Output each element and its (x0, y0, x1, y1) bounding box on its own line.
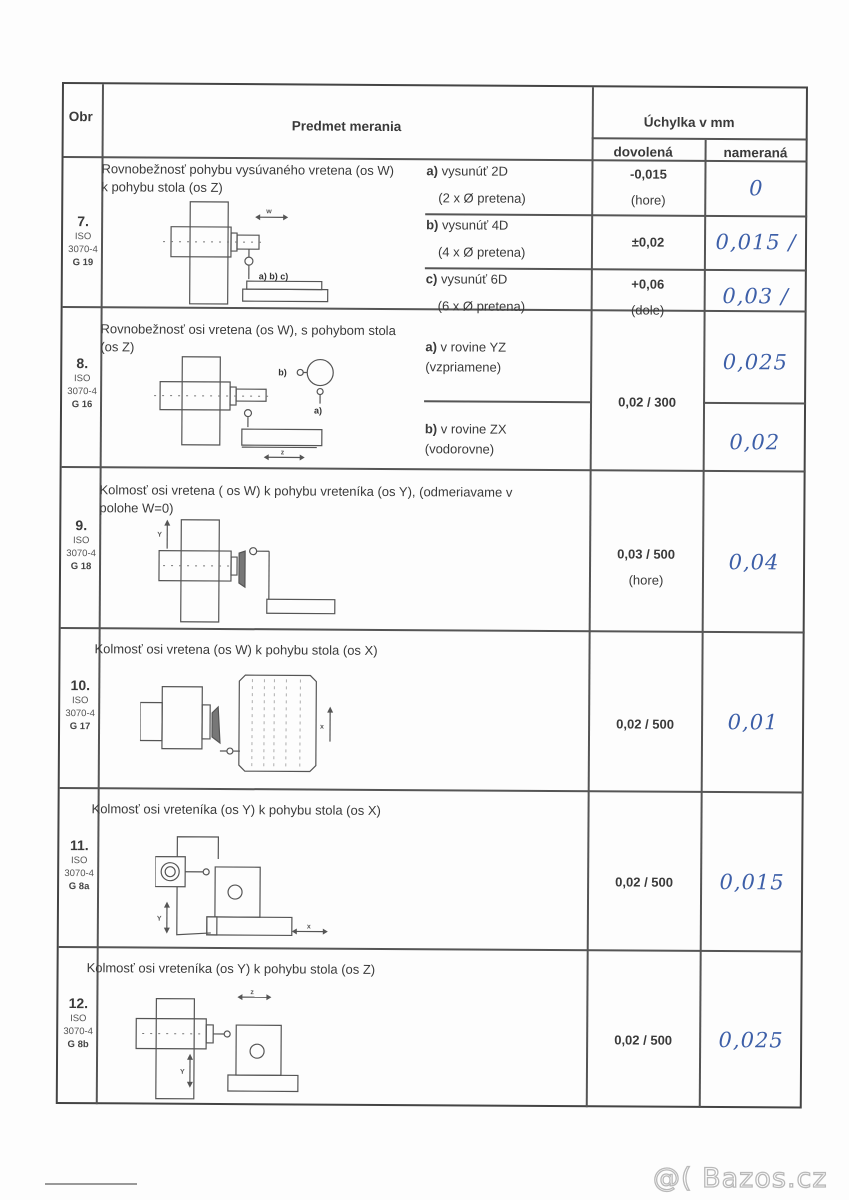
row-7a-measured: 0 (749, 176, 764, 201)
row-8b-measured: 0,02 (729, 430, 781, 455)
row-8a-measured: 0,025 (722, 350, 788, 375)
row-8-sub-divider-right (703, 402, 806, 404)
header-predmet: Predmet merania (291, 118, 402, 135)
row-8-description-1: Rovnobežnosť osi vretena (os W), s pohybom stola (100, 321, 396, 339)
row-7c-measured: 0,03 / (722, 284, 790, 309)
row-10-description-1: Kolmosť osi vretena (os W) k pohybu stola (os X) (94, 641, 378, 658)
svg-text:a) b) c): a) b) c) (258, 271, 289, 282)
row-7a-detail: (2 x Ø pretena) (438, 190, 526, 206)
row-divider-10-11 (60, 787, 804, 793)
row-divider-11-12 (59, 946, 803, 952)
header-obr: Obr (68, 109, 93, 125)
row-11-diagram (155, 827, 356, 943)
svg-text:Y: Y (179, 1068, 185, 1076)
row-8b-detail: (vodorovne) (424, 441, 495, 457)
svg-text:Y: Y (157, 531, 162, 539)
row-7-description-2: k pohybu stola (os Z) (101, 179, 223, 195)
row-12-measured: 0,025 (718, 1028, 784, 1053)
watermark: @( Bazos.cz (653, 1163, 828, 1194)
svg-text:x: x (320, 723, 324, 731)
row-12-id: 12. ISO 3070-4 G 8b (63, 995, 94, 1051)
row-7-diagram (123, 196, 364, 305)
row-divider-9-10 (61, 627, 805, 633)
row-12-description-1: Kolmosť osi vreteníka (os Y) k pohybu stola (os Z) (86, 960, 376, 977)
row-11-allowed: 0,02 / 500 (615, 874, 674, 890)
header-namerana: nameraná (723, 145, 788, 161)
row-7-description-1: Rovnobežnosť pohybu vysúvaného vretena (os W) (101, 161, 394, 179)
row-9-diagram (151, 515, 392, 628)
header-sub-divider (592, 137, 808, 140)
footer-line (45, 1183, 137, 1185)
row-8-sub-divider-left (424, 400, 590, 403)
svg-text:x: x (306, 923, 311, 931)
row-8b-label: b) v rovine ZX (424, 421, 507, 437)
row-7c-label: c) vysunúť 6D (425, 271, 508, 287)
svg-text:z: z (250, 989, 254, 997)
header-uchylka: Úchylka v mm (643, 114, 735, 131)
row-9-description-2: polohe W=0) (99, 500, 174, 516)
row-9-allowed: 0,03 / 500 (hore) (617, 546, 676, 588)
row-11-id: 11. ISO 3070-4 G 8a (64, 837, 94, 893)
row-8a-detail: (vzpriamene) (425, 359, 502, 375)
svg-text:b): b) (278, 367, 287, 378)
row-7a-allowed: -0,015 (hore) (629, 166, 667, 208)
row-8-id: 8. ISO 3070-4 G 16 (67, 355, 97, 411)
row-8-diagram (142, 346, 383, 467)
row-10-diagram (140, 664, 381, 780)
row-9-description-1: Kolmosť osi vretena ( os W) k pohybu vreteníka (os Y), (odmeriavame v (99, 482, 513, 500)
row-7b-measured: 0,015 / (715, 229, 797, 255)
row-9-measured: 0,04 (728, 550, 780, 575)
row-10-measured: 0,01 (727, 710, 779, 735)
measurement-table (56, 82, 808, 1109)
row-7-id: 7. ISO 3070-4 G 19 (68, 213, 98, 269)
row-10-id: 10. ISO 3070-4 G 17 (65, 677, 95, 733)
svg-text:w: w (266, 208, 272, 216)
row-10-allowed: 0,02 / 500 (616, 716, 675, 732)
row-11-measured: 0,015 (719, 870, 785, 895)
row-7b-allowed: ±0,02 (631, 234, 665, 250)
row-12-allowed: 0,02 / 500 (614, 1032, 673, 1048)
row-8a-label: a) v rovine YZ (425, 339, 507, 355)
svg-text:z: z (280, 449, 285, 457)
row-7c-detail: (6 x Ø pretena) (437, 298, 526, 314)
row-7a-label: a) vysunúť 2D (426, 163, 508, 179)
row-7c-allowed: +0,06 (dole) (630, 276, 665, 318)
row-7b-detail: (4 x Ø pretena) (437, 244, 526, 260)
row-8-allowed: 0,02 / 300 (618, 394, 677, 410)
row-11-description-1: Kolmosť osi vreteníka (os Y) k pohybu stola (os X) (91, 801, 381, 818)
row-9-id: 9. ISO 3070-4 G 18 (66, 517, 96, 573)
row-7b-label: b) vysunúť 4D (426, 217, 509, 233)
row-12-diagram (128, 986, 369, 1102)
row-divider-8-9 (62, 466, 806, 472)
svg-text:Y: Y (156, 915, 162, 923)
row-8-description-2: (os Z) (100, 339, 135, 355)
svg-text:a): a) (313, 405, 323, 416)
header-dovolena: dovolená (613, 144, 673, 160)
